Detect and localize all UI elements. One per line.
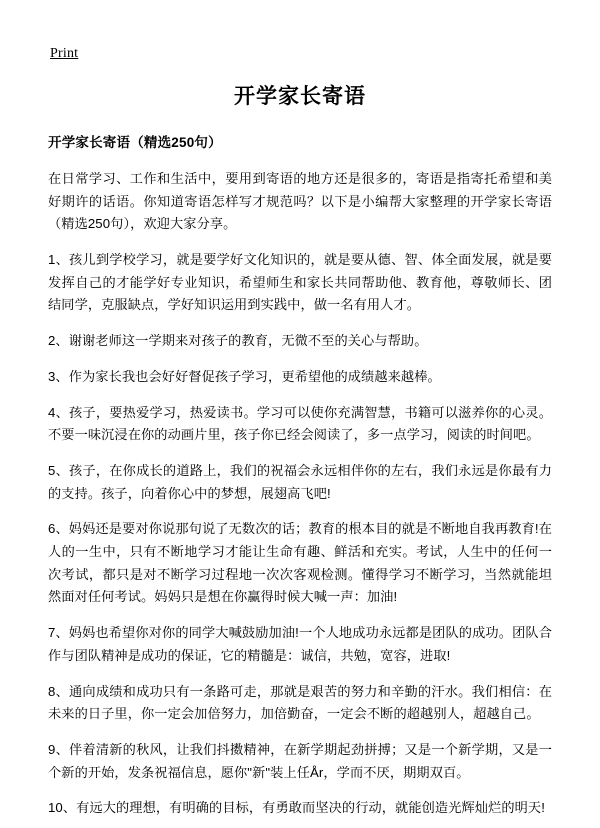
paragraph: 10、有远大的理想，有明确的目标，有勇敢而坚决的行动，就能创造光辉灿烂的明天! (48, 800, 545, 816)
document-subtitle: 开学家长寄语（精选250句） (48, 135, 222, 151)
paragraph: 5、孩子，在你成长的道路上，我们的祝福会永远相伴你的左右，我们永远是你最有力的支持。孩子，向着你心中的梦想，展翅高飞吧! (48, 462, 552, 501)
print-button[interactable]: Print (50, 46, 79, 61)
paragraph: 7、妈妈也希望你对你的同学大喊鼓励加油!一个人地成功永远都是团队的成功。团队合作与团队精神是成功的保证，它的精髓是：诚信，共勉，宽容，进取! (48, 625, 552, 663)
paragraph: 4、孩子，要热爱学习，热爱读书。学习可以使你充满智慧，书籍可以滋养你的心灵。不要一味沉浸在你的动画片里，孩子你已经会阅读了，多一点学习，阅读的时间吧。 (48, 404, 552, 443)
paragraph: 6、妈妈还是要对你说那句说了无数次的话；教育的根本目的就是不断地自我再教育!在人的一生中，只有不断地学习才能让生命有趣、鲜活和充实。考试，人生中的任何一次考试，都只是对不断学习过程地一次次客观检测。懂得学习不断学习，当然就能坦然面对任何考试。妈妈只是想在你赢得时候大喊一声：加油! (48, 521, 552, 605)
paragraph: 在日常学习、工作和生活中，要用到寄语的地方还是很多的，寄语是指寄托希望和美好期许的话语。你知道寄语怎样写才规范吗？以下是小编帮大家整理的开学家长寄语（精选250句），欢迎大家分享。 (48, 170, 552, 232)
paragraph: 9、伴着清新的秋风，让我们抖擞精神，在新学期起劲拼搏；又是一个新学期，又是一个新的开始，发条祝福信息，愿你"新"装上任År，学而不厌，期期双百。 (48, 741, 552, 780)
paragraph: 8、通向成绩和成功只有一条路可走，那就是艰苦的努力和辛勤的汗水。我们相信：在未来的日子里，你一定会加倍努力，加倍勤奋，一定会不断的超越别人，超越自己。 (48, 683, 552, 722)
paragraph: 3、作为家长我也会好好督促孩子学习，更希望他的成绩越来越棒。 (48, 368, 441, 384)
document-body (48, 168, 552, 820)
paragraph: 1、孩儿到学校学习，就是要学好文化知识的，就是要从德、智、体全面发展，就是要发挥自己的才能学好专业知识，希望师生和家长共同帮助他、教育他，尊敬师长、团结同学，克服缺点，学好知识运用到实践中，做一名有用人才。 (48, 252, 552, 313)
paragraph: 2、谢谢老师这一学期来对孩子的教育，无微不至的关心与帮助。 (48, 333, 428, 349)
page-title: 开学家长寄语 (234, 85, 366, 108)
